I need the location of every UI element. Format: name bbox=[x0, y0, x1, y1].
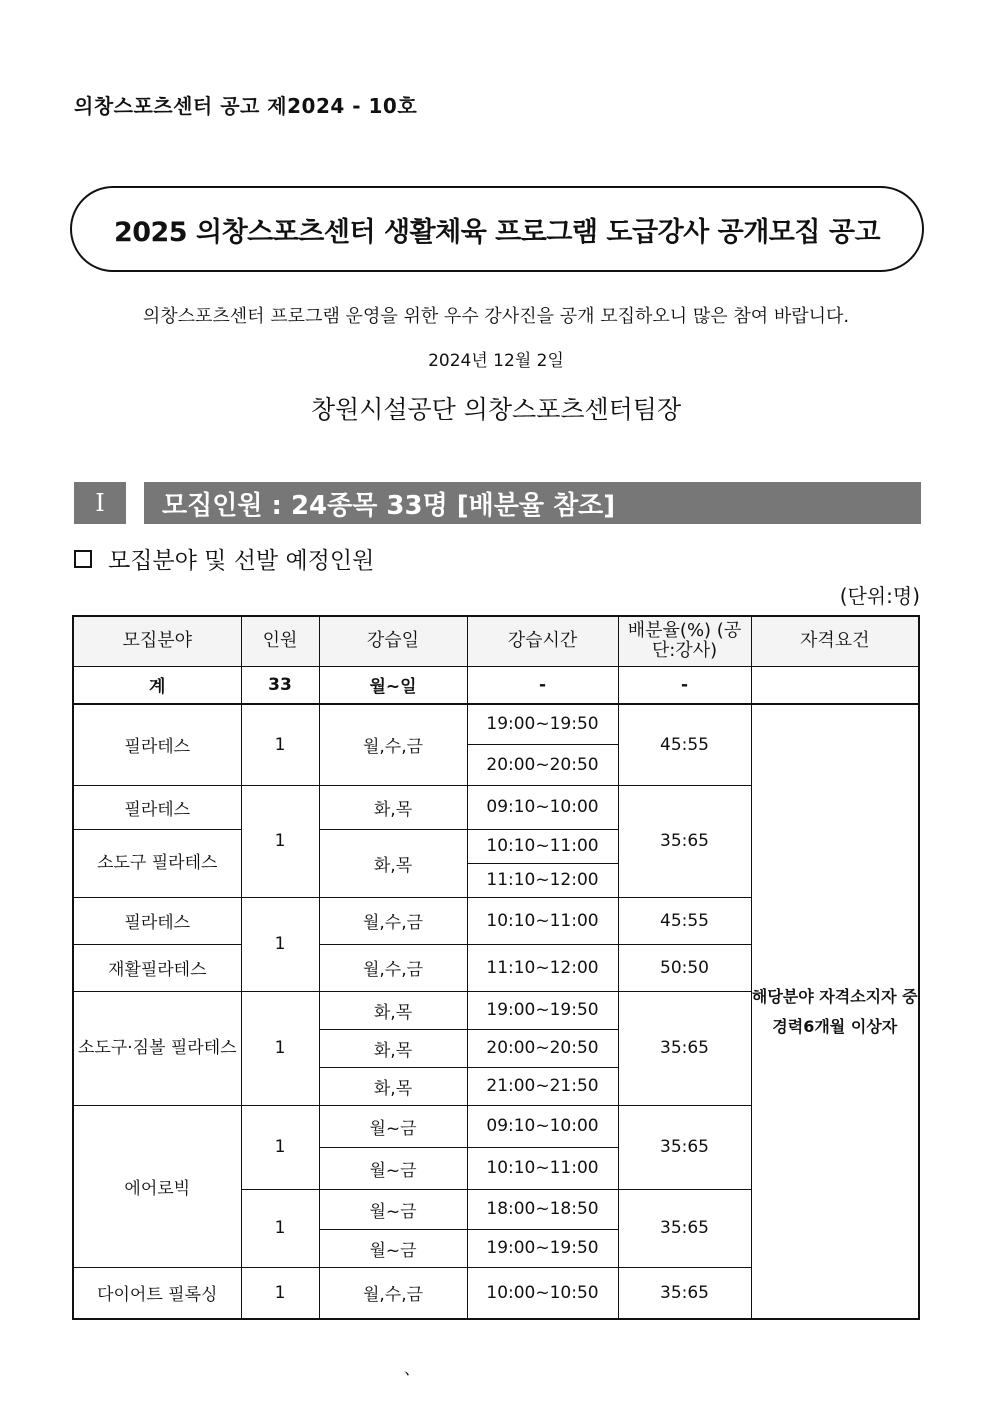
cell-time: 19:00~19:50 bbox=[467, 1229, 618, 1267]
total-field: 계 bbox=[73, 666, 241, 704]
cell-days: 월~금 bbox=[319, 1147, 467, 1189]
cell-days: 월,수,금 bbox=[319, 944, 467, 991]
cell-field: 필라테스 bbox=[73, 785, 241, 829]
cell-count: 1 bbox=[241, 1105, 319, 1189]
header-time: 강습시간 bbox=[467, 616, 618, 666]
cell-days: 화,목 bbox=[319, 829, 467, 897]
cell-ratio: 35:65 bbox=[618, 1105, 751, 1189]
header-field: 모집분야 bbox=[73, 616, 241, 666]
cell-time: 21:00~21:50 bbox=[467, 1067, 618, 1105]
header-qualification: 자격요건 bbox=[751, 616, 919, 666]
notice-number: 의창스포츠센터 공고 제2024 - 10호 bbox=[74, 94, 418, 118]
cell-days: 화,목 bbox=[319, 1067, 467, 1105]
cell-days: 화,목 bbox=[319, 1029, 467, 1067]
cell-field: 에어로빅 bbox=[73, 1105, 241, 1267]
total-time: - bbox=[467, 666, 618, 704]
footer-mark: 、 bbox=[404, 1359, 421, 1378]
cell-field: 소도구 필라테스 bbox=[73, 829, 241, 897]
cell-time: 10:10~11:00 bbox=[467, 829, 618, 863]
cell-days: 화,목 bbox=[319, 991, 467, 1029]
checkbox-icon bbox=[74, 550, 92, 568]
cell-time: 11:10~12:00 bbox=[467, 944, 618, 991]
recruitment-table bbox=[72, 615, 920, 1320]
cell-qualification: 해당분야 자격소지자 중 경력6개월 이상자 bbox=[751, 704, 919, 1319]
cell-time: 11:10~12:00 bbox=[467, 863, 618, 897]
subsection-text: 모집분야 및 선발 예정인원 bbox=[108, 548, 375, 574]
cell-count: 1 bbox=[241, 991, 319, 1105]
total-row bbox=[73, 666, 919, 704]
cell-field: 다이어트 필록싱 bbox=[73, 1267, 241, 1319]
organization-name: 창원시설공단 의창스포츠센터팀장 bbox=[310, 395, 682, 424]
cell-count: 1 bbox=[241, 785, 319, 897]
cell-ratio: 50:50 bbox=[618, 944, 751, 991]
notice-date: 2024년 12월 2일 bbox=[428, 351, 564, 371]
cell-count: 1 bbox=[241, 1189, 319, 1267]
cell-days: 월,수,금 bbox=[319, 704, 467, 785]
cell-ratio: 35:65 bbox=[618, 1189, 751, 1267]
cell-ratio: 45:55 bbox=[618, 704, 751, 785]
intro-text: 의창스포츠센터 프로그램 운영을 위한 우수 강사진을 공개 모집하오니 많은 참여 바랍니다. bbox=[142, 306, 850, 327]
cell-time: 20:00~20:50 bbox=[467, 744, 618, 785]
cell-time: 10:10~11:00 bbox=[467, 897, 618, 944]
cell-days: 월~금 bbox=[319, 1105, 467, 1147]
cell-ratio: 35:65 bbox=[618, 1267, 751, 1319]
cell-time: 09:10~10:00 bbox=[467, 785, 618, 829]
cell-count: 1 bbox=[241, 1267, 319, 1319]
cell-time: 09:10~10:00 bbox=[467, 1105, 618, 1147]
cell-count: 1 bbox=[241, 704, 319, 785]
cell-days: 월,수,금 bbox=[319, 897, 467, 944]
total-ratio: - bbox=[618, 666, 751, 704]
page-title bbox=[70, 186, 924, 272]
cell-days: 월~금 bbox=[319, 1229, 467, 1267]
cell-field: 재활필라테스 bbox=[73, 944, 241, 991]
header-days: 강습일 bbox=[319, 616, 467, 666]
subsection-heading bbox=[74, 542, 374, 575]
cell-time: 18:00~18:50 bbox=[467, 1189, 618, 1229]
cell-ratio: 35:65 bbox=[618, 991, 751, 1105]
cell-time: 19:00~19:50 bbox=[467, 991, 618, 1029]
cell-count: 1 bbox=[241, 897, 319, 991]
cell-field: 필라테스 bbox=[73, 897, 241, 944]
cell-time: 10:10~11:00 bbox=[467, 1147, 618, 1189]
table-header-row bbox=[73, 616, 919, 666]
cell-field: 소도구·짐볼 필라테스 bbox=[73, 991, 241, 1105]
cell-time: 20:00~20:50 bbox=[467, 1029, 618, 1067]
cell-time: 10:00~10:50 bbox=[467, 1267, 618, 1319]
total-count: 33 bbox=[241, 666, 319, 704]
section-title: 모집인원 : 24종목 33명 [배분율 참조] bbox=[144, 482, 921, 524]
title-text: 2025 의창스포츠센터 생활체육 프로그램 도급강사 공개모집 공고 bbox=[113, 216, 881, 248]
cell-time: 19:00~19:50 bbox=[467, 704, 618, 744]
total-days: 월~일 bbox=[319, 666, 467, 704]
total-qualification bbox=[751, 666, 919, 704]
cell-days: 월,수,금 bbox=[319, 1267, 467, 1319]
header-ratio: 배분율(%) (공단:강사) bbox=[618, 616, 751, 666]
table-row bbox=[73, 704, 919, 744]
section-number: Ⅰ bbox=[74, 482, 126, 524]
cell-ratio: 45:55 bbox=[618, 897, 751, 944]
header-count: 인원 bbox=[241, 616, 319, 666]
cell-field: 필라테스 bbox=[73, 704, 241, 785]
cell-ratio: 35:65 bbox=[618, 785, 751, 897]
unit-label: (단위:명) bbox=[839, 584, 920, 608]
cell-days: 화,목 bbox=[319, 785, 467, 829]
cell-days: 월~금 bbox=[319, 1189, 467, 1229]
